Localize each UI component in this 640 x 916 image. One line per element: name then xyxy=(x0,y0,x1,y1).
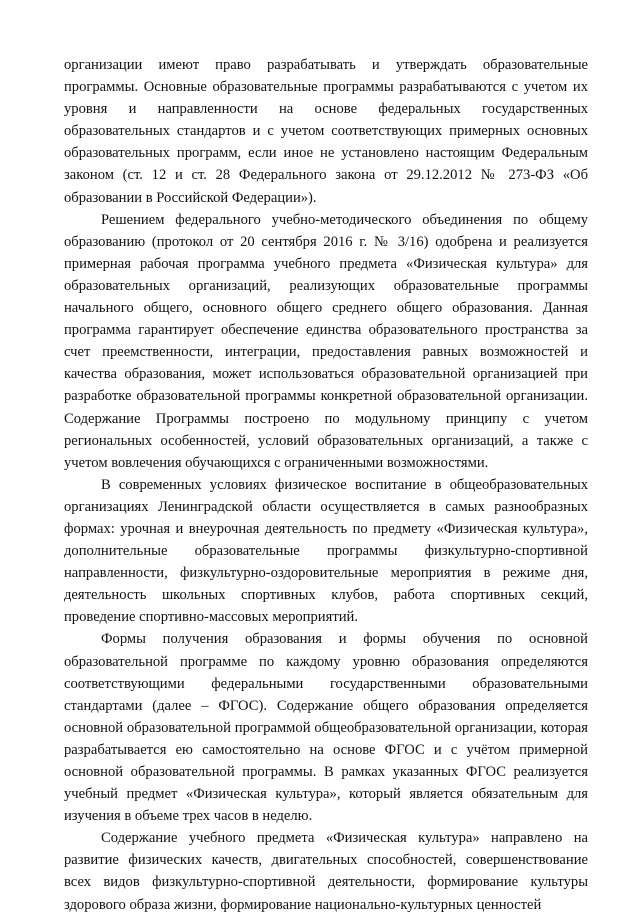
paragraph-physical-education-forms: В современных условиях физическое воспитание в общеобразовательных организациях Ленинградской области осуществляется в самых разнообразных формах: урочная и внеурочная деятельность по предмету «Физическая культура», дополнительные образовательные программы физкультурно-спортивной направленности, физкультурно-оздоровительные мероприятия в режиме дня, деятельность школьных спортивных клубов, работа спортивных секций, проведение спортивно-массовых мероприятий. xyxy=(64,476,588,626)
document-body xyxy=(64,54,588,916)
paragraph-subject-content: Содержание учебного предмета «Физическая культура» направлено на развитие физических качеств, двигательных способностей, совершенствование всех видов физкультурно-спортивной деятельности, формирование культуры здорового образа жизни, формирование национально-культурных ценностей xyxy=(64,830,588,913)
paragraph-program-approval: Решением федерального учебно-методического объединения по общему образованию (протокол от 20 сентября 2016 г. № 3/16) одобрена и реализуется примерная рабочая программа учебного предмета «Физическая культура» для образовательных организаций, реализующих образовательные программы начального общего, основного общего среднего общего образования. Данная программа гарантирует обеспечение единства образовательного пространства за счет преемственности, интеграции, предоставления равных возможностей и качества образования, может использоваться образовательной организацией при разработке образовательной программы конкретной образовательной организации. Содержание Программы построено по модульному принципу с учетом региональных особенностей, условий образовательных организаций, а также с учетом вовлечения обучающихся с ограниченными возможностями. xyxy=(64,211,588,471)
paragraph-continuation: организации имеют право разрабатывать и утверждать образовательные программы. Основные образовательные программы разрабатываются с учетом их уровня и направленности на основе федеральных государственных образовательных стандартов и с учетом соответствующих примерных основных образовательных программ, если иное не установлено настоящим Федеральным законом (ст. 12 и ст. 28 Федерального закона от 29.12.2012 № 273-ФЗ «Об образовании в Российской Федерации»). xyxy=(64,57,588,206)
paragraph-education-forms: Формы получения образования и формы обучения по основной образовательной программе по каждому уровню образования определяются соответствующими федеральными государственными образовательными стандартами (далее – ФГОС). Содержание общего образования определяется основной образовательной программой общеобразовательной организации, которая разрабатывается ею самостоятельно на основе ФГОС и с учётом примерной основной образовательной программы. В рамках указанных ФГОС реализуется учебный предмет «Физическая культура», который является обязательным для изучения в объеме трех часов в неделю. xyxy=(64,631,588,825)
